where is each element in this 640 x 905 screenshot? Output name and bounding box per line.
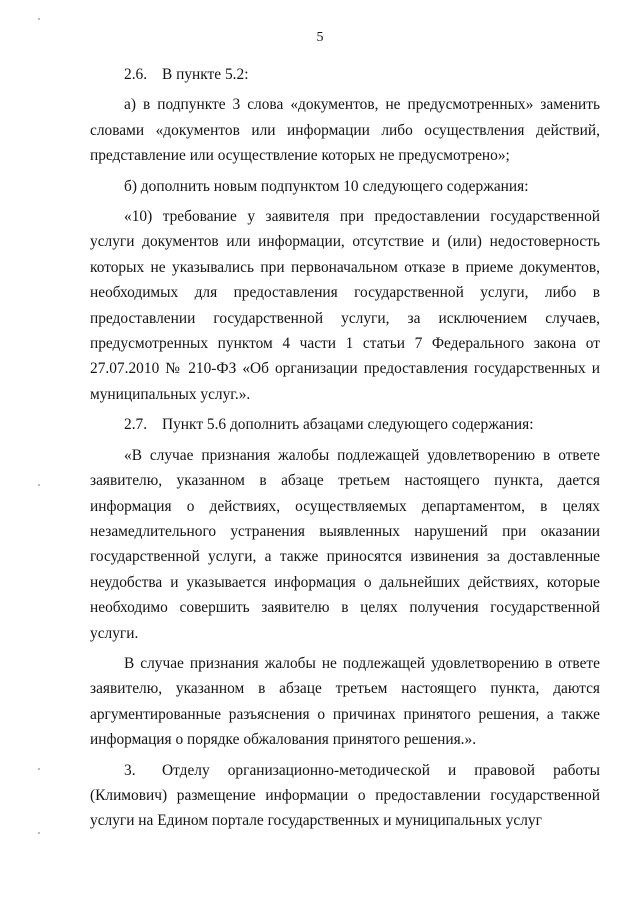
clause-number: 2.6. <box>124 66 148 83</box>
complaint-rejected-paragraph: В случае признания жалобы не подлежащей удовлетворению в ответе заявителю, указанном в абзаце третьем настоящего пункта, даются аргументированные разъяснения о причинах принятого решения, а также информация о порядке обжалования принятого решения.». <box>90 654 600 749</box>
subclause-b: б) дополнить новым подпунктом 10 следующего содержания: <box>124 177 529 195</box>
clause-3 <box>90 758 600 834</box>
clause-text: Отделу организационно-методической и правовой работы (Климович) размещение информации о предоставлении государственной услуги на Едином портале государственных и муниципальных услуг <box>90 761 600 830</box>
clause-number: 2.7. <box>124 416 148 434</box>
clause-2-7 <box>90 412 600 437</box>
clause-2-6 <box>90 62 600 87</box>
complaint-satisfied-paragraph: «В случае признания жалобы подлежащей удовлетворению в ответе заявителю, указанном в абзаце третьем настоящего пункта, дается информация о действиях, осуществляемых департаментом, в целях незамедлительного устранения выявленных нарушений при оказании государственной услуги, а также приносятся извинения за доставленные неудобства и указывается информация о дальнейших действиях, которые необходимо совершить заявителю в целях получения государственной услуги. <box>90 446 600 642</box>
document-body <box>90 62 600 834</box>
margin-mark <box>38 18 40 20</box>
clause-number: 3. <box>124 761 136 779</box>
subclause-a: а) в подпункте 3 слова «документов, не предусмотренных» заменить словами «документов или информации либо осуществления действий, представление или осуществление которых не предусмотрено»; <box>90 96 600 165</box>
page-number: 5 <box>316 30 324 45</box>
margin-mark <box>38 832 40 834</box>
clause-text: В пункте 5.2: <box>162 66 249 83</box>
margin-mark <box>38 484 40 486</box>
subclause-10-text: «10) требование у заявителя при предоставлении государственной услуги документов или информации, отсутствие и (или) недостоверность которых не указывались при первоначальном отказе в приеме документов, необходимых для предоставления государственной услуги, либо в предоставлении государственной услуги, за исключением случаев, предусмотренных пунктом 4 части 1 статьи 7 Федерального закона от 27.07.2010 № 210-ФЗ «Об организации предоставления государственных и муниципальных услуг.». <box>90 208 600 403</box>
margin-mark <box>38 768 40 770</box>
clause-text: Пункт 5.6 дополнить абзацами следующего содержания: <box>162 416 534 434</box>
